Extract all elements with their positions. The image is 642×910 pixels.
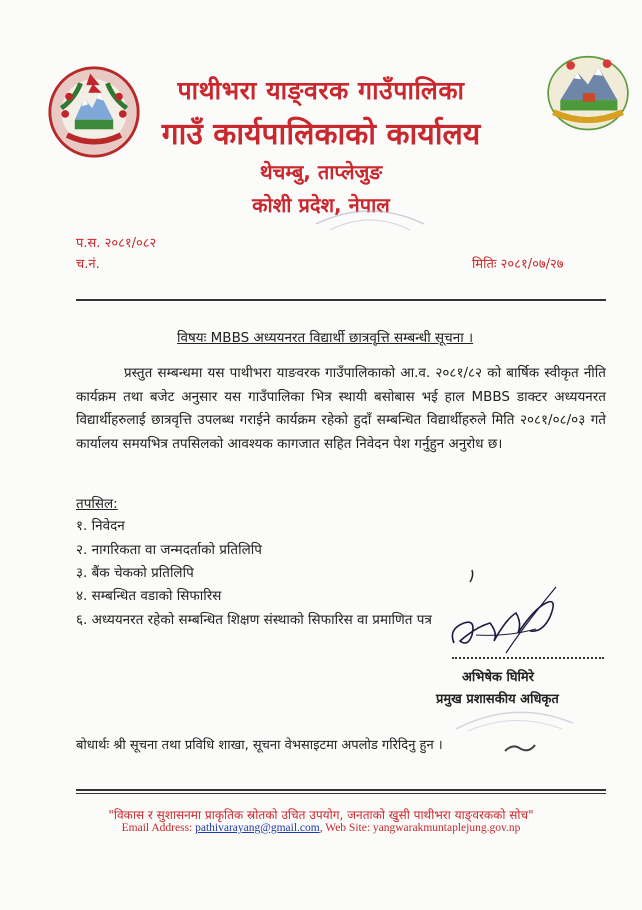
office-province: कोशी प्रदेश, नेपाल [252,193,390,217]
office-name: गाउँ कार्यपालिकाको कार्यालय [161,117,481,152]
footer-divider [76,793,606,794]
list-item: ४. सम्बन्धित वडाको सिफारिस [76,588,222,604]
notice-body: प्रस्तुत सम्बन्धमा यस पाथीभरा याङवरक गाउँपालिकाको आ.व. २०८१/८२ को बार्षिक स्वीकृत नीति कार्यक्रम तथा बजेट अनुसार यस गाउँपालिका भित्र स्थायी बसोबास भई हाल MBBS डाक्टर अध्ययनरत विद्यार्थीहरुलाई छात्रवृत्ति उपलब्ध गराईने कार्यक्रम रहेको हुदाँ सम्बन्धित विद्यार्थीहरुले मिति २०८१/०८/०३ गते कार्यालय समयभित्र तपसिलको आवश्यक कागजात सहित निवेदन पेश गर्नुहुन अनुरोध छ। [76,365,606,452]
header-divider [76,299,606,301]
municipality-name: पाथीभरा याङ्वरक गाउँपालिका [177,76,465,105]
email-link[interactable]: pathivarayang@gmail.com [195,822,320,834]
ink-mark [503,741,537,755]
office-stamp-faint [310,194,430,234]
list-item: २. नागरिकता वा जन्मदर्ताको प्रतिलिपि [76,542,262,558]
requirements-heading: तपसिल: [76,496,118,512]
list-item: १. निवेदन [76,518,125,534]
notice-subject: विषयः MBBS अध्ययनरत विद्यार्थी छात्रवृत्ति सम्बन्धी सूचना । [177,330,474,346]
email-label: Email Address: [121,822,193,834]
signature [446,583,566,663]
dispatch-number: च.नं. [76,257,100,272]
ink-mark [456,568,476,584]
footer-divider [76,789,606,791]
website-label: Web Site: [325,822,371,834]
signatory-title: प्रमुख प्रशासकीय अधिकृत [436,692,559,707]
office-location: थेचम्बु, ताप्लेजुङ [259,160,383,184]
letter-number: प.स. २०८१/०८२ [76,236,157,251]
letter-date: मितिः २०८१/०७/२७ [472,257,564,272]
footer-motto: "विकास र सुशासनमा प्राकृतिक स्रोतको उचित उपयोग, जनताको खुसी पाथीभरा याङ्वरकको सोच" [108,808,534,822]
office-stamp-faint [452,693,577,733]
list-item: ३. बैंक चेकको प्रतिलिपि [76,565,194,581]
footer-contact: Email Address: pathivarayang@gmail.com, Web Site: yangwarakmuntaplejung.gov.np [121,822,521,834]
website-link[interactable]: yangwarakmuntaplejung.gov.np [372,822,521,834]
signatory-name: अभिषेक घिमिरे [462,670,534,685]
list-item: ६. अध्ययनरत रहेको सम्बन्धित शिक्षण संस्थाको सिफारिस वा प्रमाणित पत्र [76,612,432,628]
signature-line [452,657,604,659]
copy-to-note: बोधार्थः श्री सूचना तथा प्रविधि शाखा, सूचना वेभसाइटमा अपलोड गरिदिनु हुन । [76,738,443,753]
